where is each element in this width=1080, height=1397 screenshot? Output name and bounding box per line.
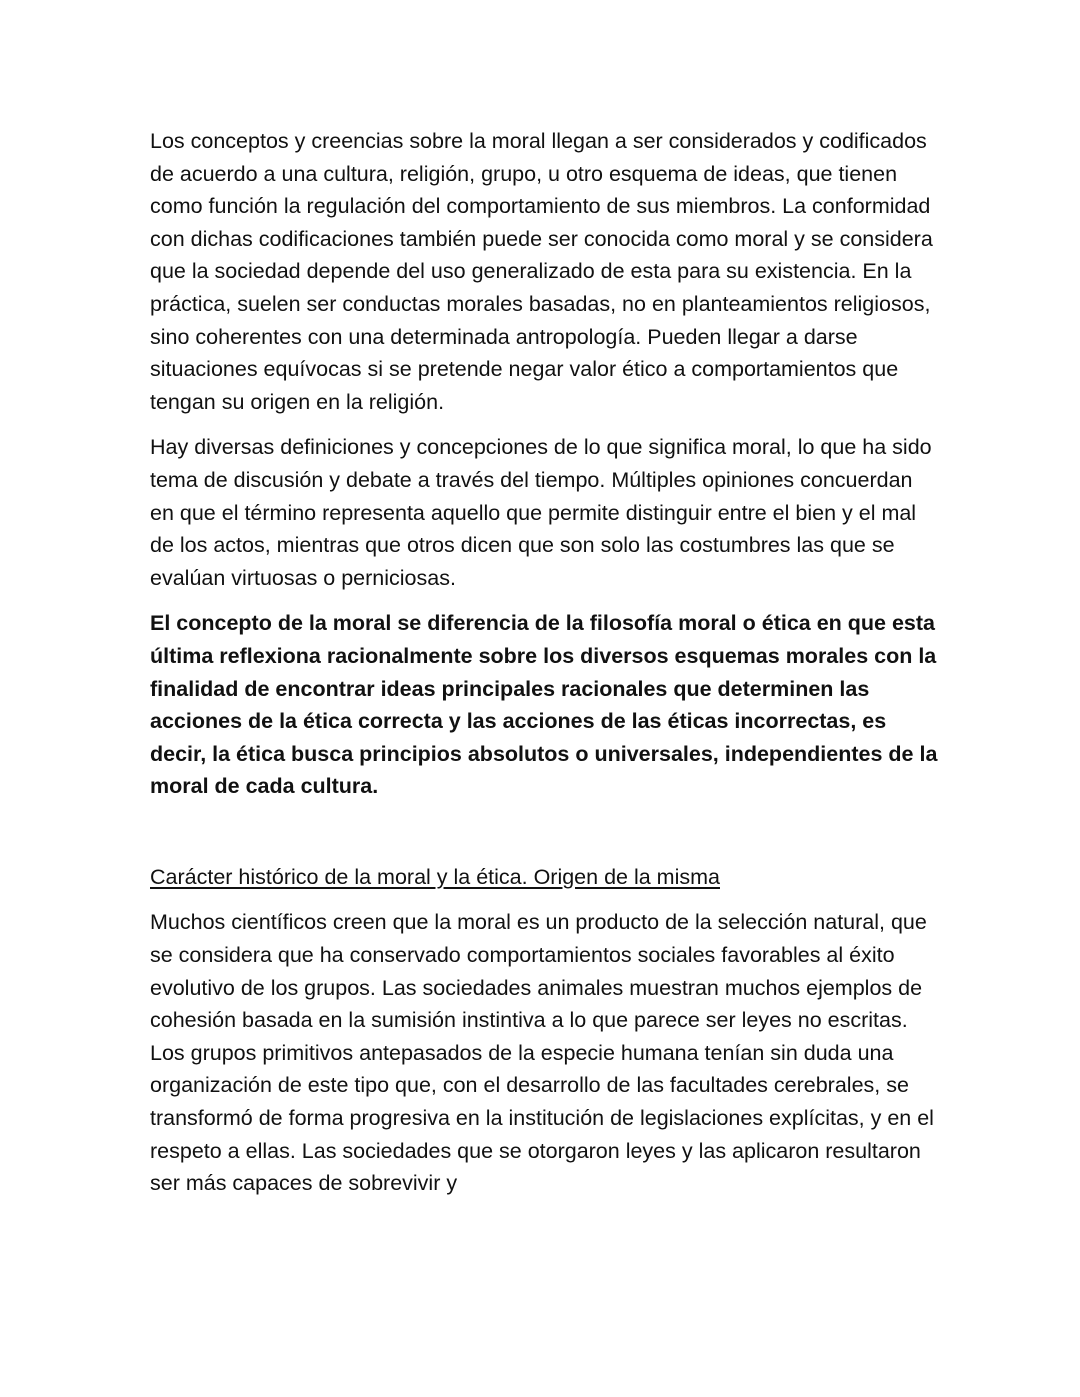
paragraph-moral-concepts: Los conceptos y creencias sobre la moral llegan a ser considerados y codificados de acuerdo a una cultura, religión, grupo, u otro esquema de ideas, que tienen como función la regulación del comportamiento de sus miembros. La conformidad con dichas codificaciones también puede ser conocida como moral y se considera que la sociedad depende del uso generalizado de esta para su existencia. En la práctica, suelen ser conductas morales basadas, no en planteamientos religiosos, sino coherentes con una determinada antropología. Pueden llegar a darse situaciones equívocas si se pretende negar valor ético a comportamientos que tengan su origen en la religión. — [150, 129, 933, 414]
paragraph-moral-definitions: Hay diversas definiciones y concepciones de lo que significa moral, lo que ha sido tema de discusión y debate a través del tiempo. Múltiples opiniones concuerdan en que el término representa aquello que permite distinguir entre el bien y el mal de los actos, mientras que otros dicen que son solo las costumbres las que se evalúan virtuosas o perniciosas. — [150, 435, 932, 590]
section-heading: Carácter histórico de la moral y la ética. Origen de la misma — [150, 864, 720, 889]
document-body — [150, 125, 940, 1213]
paragraph-moral-vs-ethics: El concepto de la moral se diferencia de la filosofía moral o ética en que esta última reflexiona racionalmente sobre los diversos esquemas morales con la finalidad de encontrar ideas principales racionales que determinen las acciones de la ética correcta y las acciones de las éticas incorrectas, es decir, la ética busca principios absolutos o universales, independientes de la moral de cada cultura. — [150, 611, 938, 799]
paragraph-moral-origin: Muchos científicos creen que la moral es un producto de la selección natural, que se considera que ha conservado comportamientos sociales favorables al éxito evolutivo de los grupos. Las sociedades animales muestran muchos ejemplos de cohesión basada en la sumisión instintiva a lo que parece ser leyes no escritas. Los grupos primitivos antepasados de la especie humana tenían sin duda una organización de este tipo que, con el desarrollo de las facultades cerebrales, se transformó de forma progresiva en la institución de legislaciones explícitas, y en el respeto a ellas. Las sociedades que se otorgaron leyes y las aplicaron resultaron ser más capaces de sobrevivir y — [150, 910, 934, 1196]
